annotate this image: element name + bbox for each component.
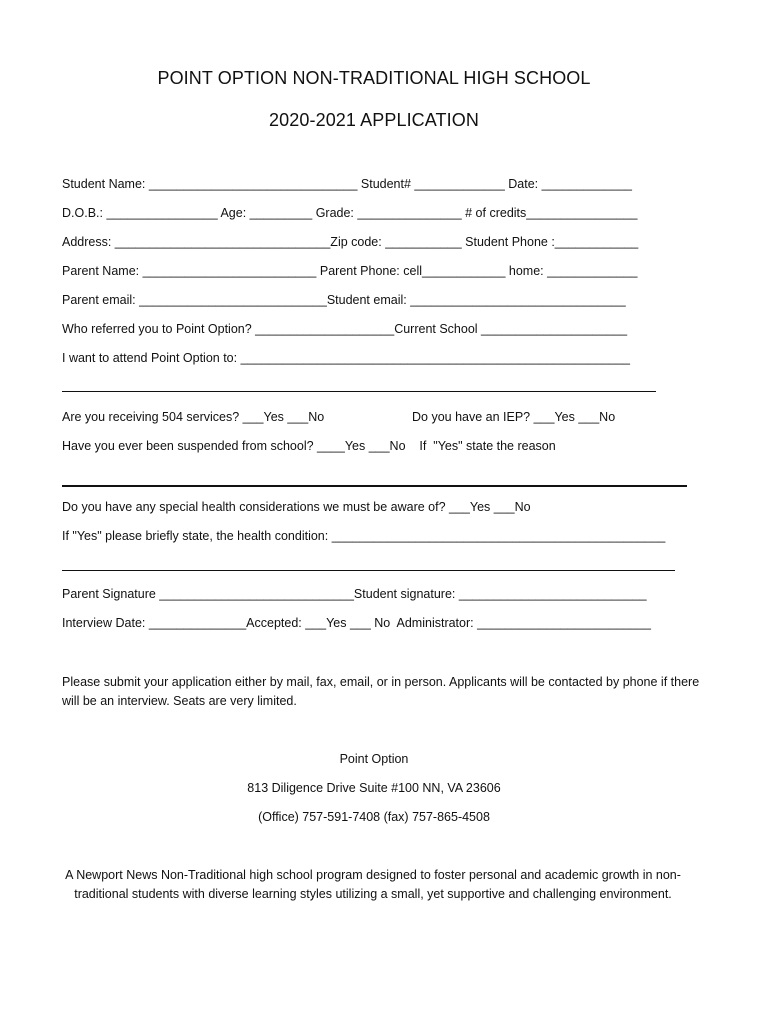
attend-reason-line[interactable] — [62, 350, 630, 366]
referral-text: Who referred you to Point Option? ____________________Current School _____________________ — [62, 322, 628, 336]
student-info-text: Student Name: ______________________________ Student# _____________ Date: _____________ — [62, 177, 632, 191]
parent-name-line[interactable] — [62, 263, 638, 279]
dob-text: D.O.B.: ________________ Age: _________ Grade: _______________ # of credits________________ — [62, 206, 638, 220]
suspension-text: Have you ever been suspended from school? ____Yes ___No If "Yes" state the reason — [62, 439, 556, 453]
contact-name: Point Option — [339, 752, 409, 766]
address-text: Address: _______________________________Zip code: ___________ Student Phone :____________ — [62, 235, 639, 249]
dob-line[interactable] — [62, 205, 638, 221]
iep-text: Do you have an IEP? ___Yes ___No — [412, 410, 616, 424]
parent-name-text: Parent Name: _________________________ Parent Phone: cell____________ home: _____________ — [62, 264, 638, 278]
email-text: Parent email: ___________________________Student email: _______________________________ — [62, 293, 626, 307]
address-line[interactable] — [62, 234, 638, 250]
iep-question[interactable] — [412, 409, 615, 425]
program-description: A Newport News Non-Traditional high school program designed to foster personal and academic growth in non-traditional students with diverse learning styles utilizing a small, yet supportive and challenging environment. — [65, 868, 681, 901]
health-condition-text: If "Yes" please briefly state, the health condition: ________________________________________________ — [62, 529, 666, 543]
referral-line[interactable] — [62, 321, 627, 337]
page-title: POINT OPTION NON-TRADITIONAL HIGH SCHOOL — [157, 68, 591, 88]
contact-address: 813 Diligence Drive Suite #100 NN, VA 23606 — [247, 781, 501, 795]
interview-text: Interview Date: ______________Accepted: ___Yes ___ No Administrator: _________________________ — [62, 616, 651, 630]
signature-line[interactable] — [62, 586, 647, 602]
interview-line[interactable] — [62, 615, 651, 631]
suspension-reason-line[interactable] — [62, 485, 687, 487]
health-question-text: Do you have any special health considerations we must be aware of? ___Yes ___No — [62, 500, 531, 514]
services-504-question[interactable] — [62, 409, 324, 425]
health-condition-extra-line[interactable] — [62, 570, 675, 571]
signature-text: Parent Signature ____________________________Student signature: ___________________________ — [62, 587, 647, 601]
suspension-question[interactable] — [62, 438, 556, 454]
services-504-text: Are you receiving 504 services? ___Yes ___No — [62, 410, 325, 424]
contact-phones: (Office) 757-591-7408 (fax) 757-865-4508 — [258, 810, 490, 824]
student-info-line[interactable] — [62, 176, 632, 192]
health-question[interactable] — [62, 499, 531, 515]
page-subtitle: 2020-2021 APPLICATION — [269, 110, 479, 130]
submission-instructions: Please submit your application either by mail, fax, email, or in person. Applicants will be contacted by phone if there will be an interview. Seats are very limited. — [62, 675, 700, 708]
health-condition-line[interactable] — [62, 528, 665, 544]
email-line[interactable] — [62, 292, 626, 308]
attend-reason-text: I want to attend Point Option to: ________________________________________________________ — [62, 351, 630, 365]
attend-reason-extra-line[interactable] — [62, 391, 656, 392]
